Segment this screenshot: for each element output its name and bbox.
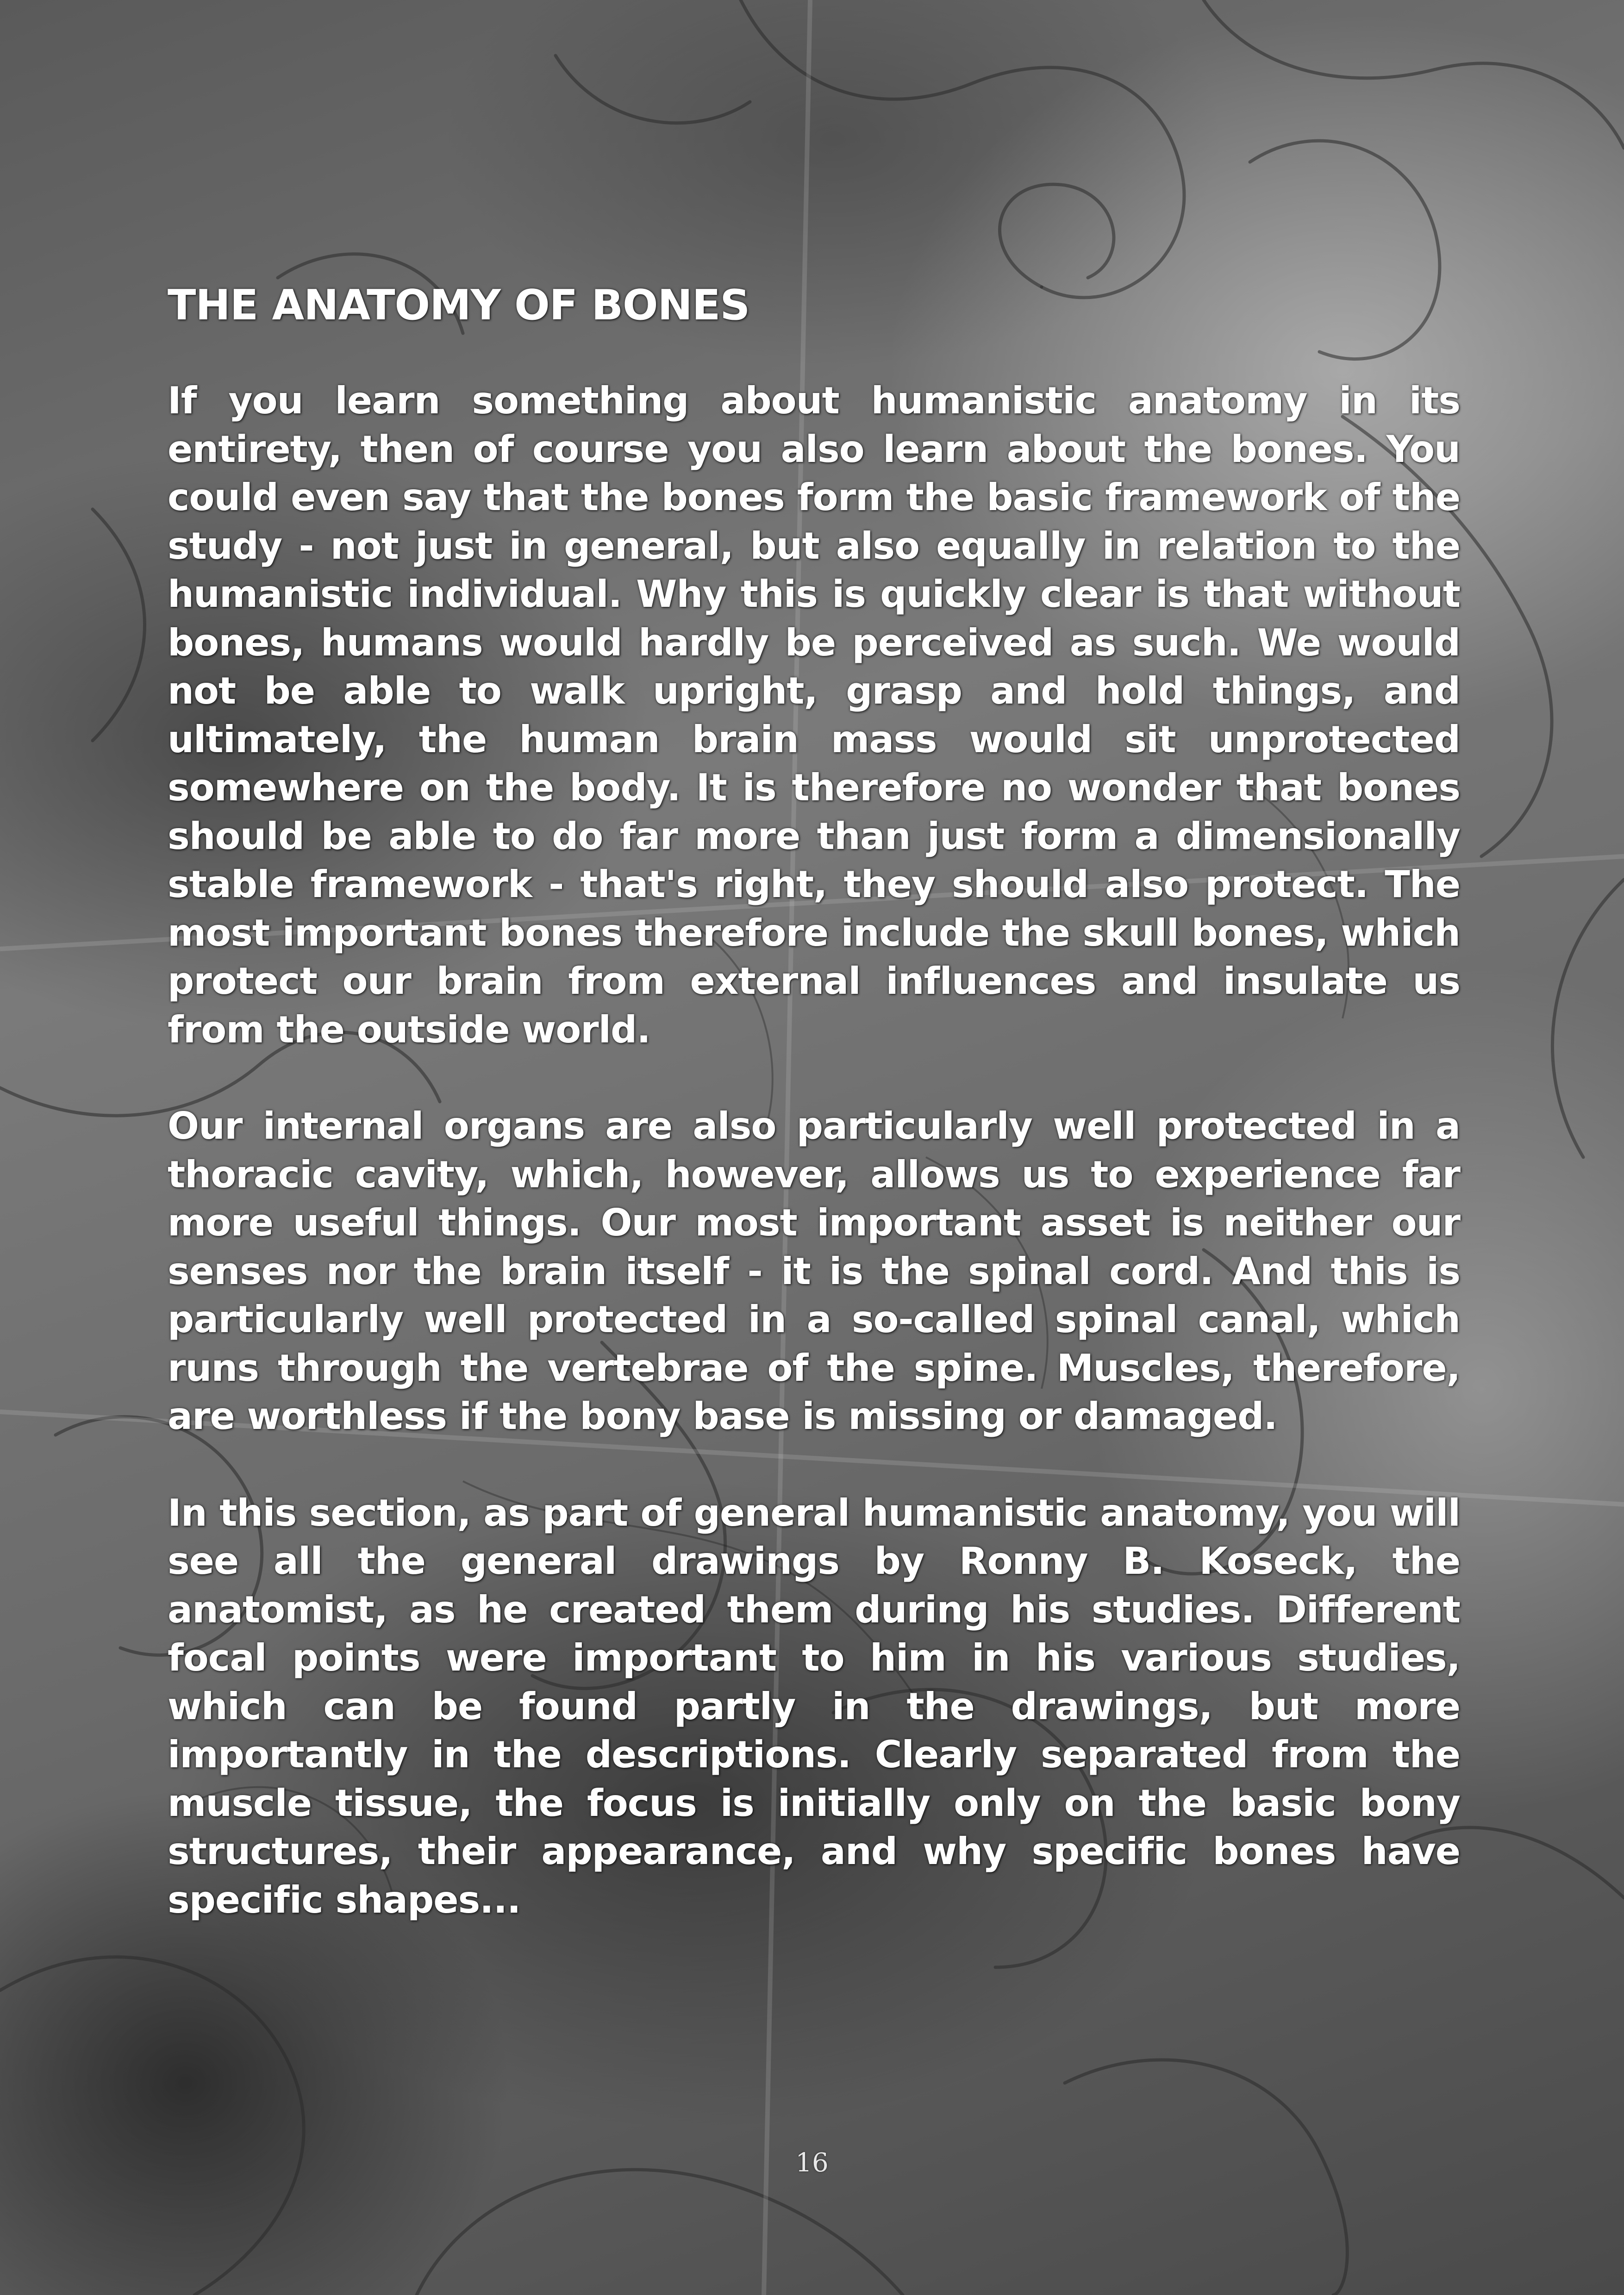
paragraph-intro: If you learn something about humanistic anatomy in its entirety, then of course you also learn about the bones. You could even say that the bones form the basic framework of the study - not just in general, but also equally in relation to the humanistic individual. Why this is quickly clear is that without bones, humans would hardly be perceived as such. We would not be able to walk upright, grasp and hold things, and ultimately, the human brain mass would sit unprotected somewhere on the body. It is therefore no wonder that bones should be able to do far more than just form a dimensionally stable framework - that's right, they should also protect. The most important bones therefore include the skull bones, which protect our brain from external influences and insulate us from the outside world.	[168, 379, 1460, 1051]
paragraph-organs: Our internal organs are also particularly well protected in a thoracic cavity, which, however, allows us to experience far more useful things. Our most important asset is neither our senses nor the brain itself - it is the spinal cord. And this is particularly well protected in a so-called spinal canal, which runs through the vertebrae of the spine. Muscles, therefore, are worthless if the bony base is missing or damaged.	[168, 1104, 1460, 1438]
text-column	[168, 278, 1460, 1972]
page-number: 16	[795, 2148, 829, 2178]
paragraph-section: In this section, as part of general humanistic anatomy, you will see all the general drawings by Ronny B. Koseck, the anatomist, as he created them during his studies. Different focal points were important to him in his various studies, which can be found partly in the drawings, but more importantly in the descriptions. Clearly separated from the muscle tissue, the focus is initially only on the basic bony structures, their appearance, and why specific bones have specific shapes...	[168, 1491, 1460, 1921]
page-title: THE ANATOMY OF BONES	[168, 281, 750, 330]
